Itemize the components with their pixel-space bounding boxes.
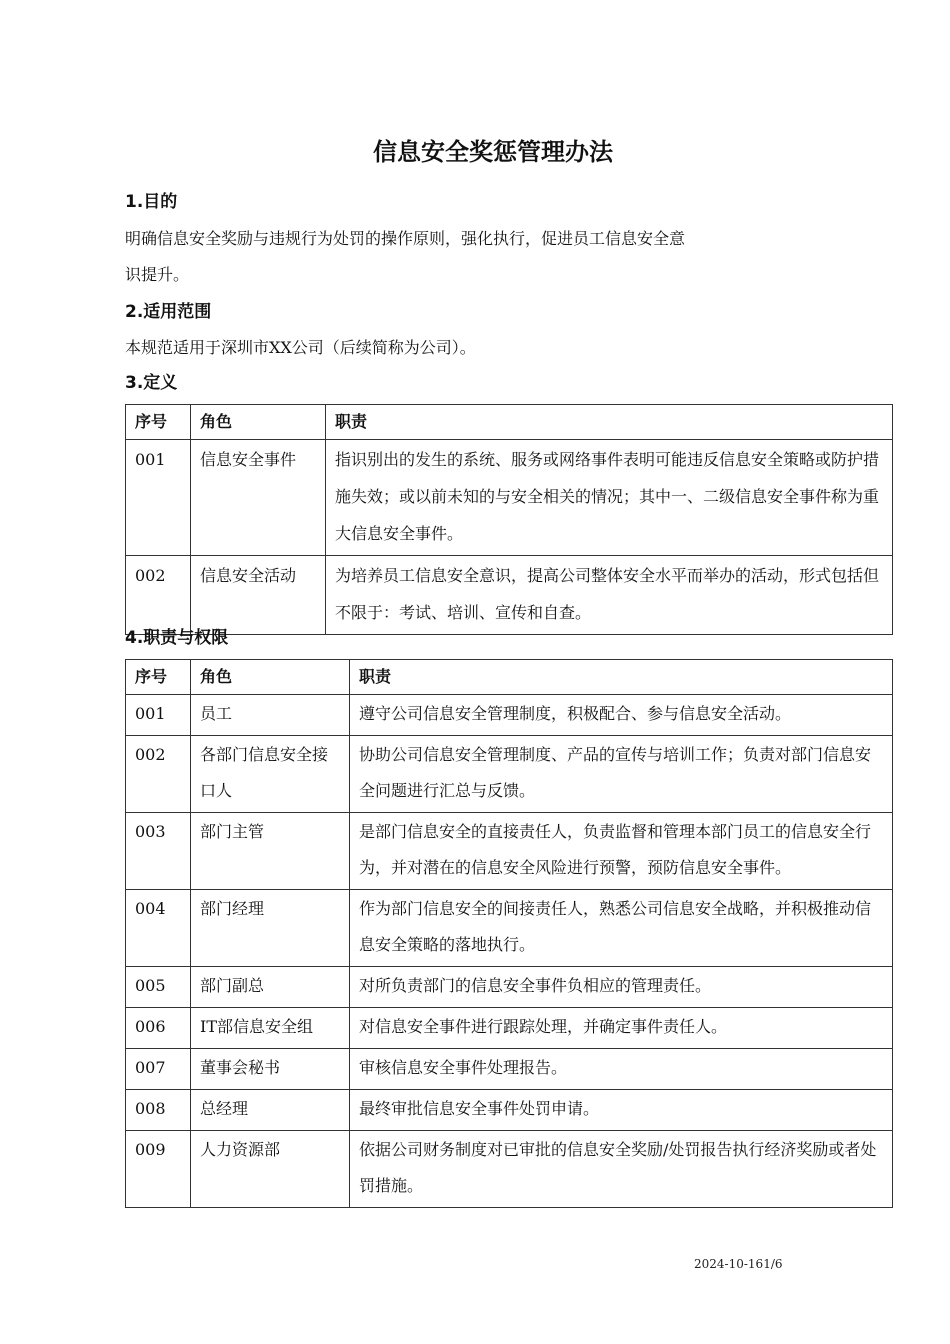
cell-duty: 对信息安全事件进行跟踪处理，并确定事件责任人。	[350, 1008, 893, 1049]
column-header-no: 序号	[126, 660, 191, 695]
table-header-row	[126, 405, 893, 440]
table-row	[126, 1049, 893, 1090]
cell-role: 部门主管	[191, 813, 350, 890]
table-row	[126, 695, 893, 736]
scope-text: 本规范适用于深圳市XX公司（后续简称为公司）。	[125, 338, 476, 357]
cell-no: 008	[126, 1090, 191, 1131]
cell-role: IT部信息安全组	[191, 1008, 350, 1049]
table-row	[126, 1008, 893, 1049]
cell-role: 各部门信息安全接口人	[191, 736, 350, 813]
cell-duty: 为培养员工信息安全意识，提高公司整体安全水平而举办的活动，形式包括但不限于：考试、培训、宣传和自查。	[326, 556, 893, 635]
column-header-role: 角色	[191, 405, 326, 440]
definitions-table	[125, 404, 893, 635]
cell-no: 009	[126, 1131, 191, 1208]
table-row	[126, 813, 893, 890]
cell-role: 董事会秘书	[191, 1049, 350, 1090]
table-row	[126, 967, 893, 1008]
cell-duty: 最终审批信息安全事件处罚申请。	[350, 1090, 893, 1131]
cell-duty: 指识别出的发生的系统、服务或网络事件表明可能违反信息安全策略或防护措施失效；或以前未知的与安全相关的情况；其中一、二级信息安全事件称为重大信息安全事件。	[326, 440, 893, 556]
section-heading-purpose: 1.目的	[125, 192, 178, 212]
table-row	[126, 890, 893, 967]
column-header-no: 序号	[126, 405, 191, 440]
column-header-duty: 职责	[326, 405, 893, 440]
cell-duty: 依据公司财务制度对已审批的信息安全奖励/处罚报告执行经济奖励或者处罚措施。	[350, 1131, 893, 1208]
cell-duty: 协助公司信息安全管理制度、产品的宣传与培训工作；负责对部门信息安全问题进行汇总与反馈。	[350, 736, 893, 813]
cell-duty: 遵守公司信息安全管理制度，积极配合、参与信息安全活动。	[350, 695, 893, 736]
cell-duty: 对所负责部门的信息安全事件负相应的管理责任。	[350, 967, 893, 1008]
cell-no: 002	[126, 556, 191, 635]
purpose-text-line-2: 识提升。	[125, 265, 190, 284]
page-title: 信息安全奖惩管理办法	[373, 138, 613, 166]
table-header-row	[126, 660, 893, 695]
cell-role: 总经理	[191, 1090, 350, 1131]
cell-no: 007	[126, 1049, 191, 1090]
section-heading-responsibilities: 4.职责与权限	[125, 628, 229, 648]
cell-no: 006	[126, 1008, 191, 1049]
table-row	[126, 1131, 893, 1208]
table-row	[126, 1090, 893, 1131]
cell-role: 信息安全事件	[191, 440, 326, 556]
column-header-role: 角色	[191, 660, 350, 695]
column-header-duty: 职责	[350, 660, 893, 695]
cell-no: 003	[126, 813, 191, 890]
section-heading-definitions: 3.定义	[125, 373, 178, 393]
cell-role: 人力资源部	[191, 1131, 350, 1208]
cell-no: 002	[126, 736, 191, 813]
purpose-text-line-1: 明确信息安全奖励与违规行为处罚的操作原则，强化执行，促进员工信息安全意	[125, 229, 686, 248]
table-row	[126, 556, 893, 635]
cell-duty: 作为部门信息安全的间接责任人，熟悉公司信息安全战略，并积极推动信息安全策略的落地执行。	[350, 890, 893, 967]
cell-duty: 是部门信息安全的直接责任人，负责监督和管理本部门员工的信息安全行为，并对潜在的信息安全风险进行预警，预防信息安全事件。	[350, 813, 893, 890]
cell-role: 信息安全活动	[191, 556, 326, 635]
table-row	[126, 736, 893, 813]
section-heading-scope: 2.适用范围	[125, 302, 212, 322]
cell-duty: 审核信息安全事件处理报告。	[350, 1049, 893, 1090]
table-row	[126, 440, 893, 556]
page-footer: 2024-10-161/6	[694, 1257, 783, 1271]
cell-no: 004	[126, 890, 191, 967]
cell-no: 001	[126, 440, 191, 556]
cell-no: 005	[126, 967, 191, 1008]
cell-no: 001	[126, 695, 191, 736]
responsibilities-table	[125, 659, 893, 1208]
cell-role: 部门副总	[191, 967, 350, 1008]
cell-role: 员工	[191, 695, 350, 736]
cell-role: 部门经理	[191, 890, 350, 967]
